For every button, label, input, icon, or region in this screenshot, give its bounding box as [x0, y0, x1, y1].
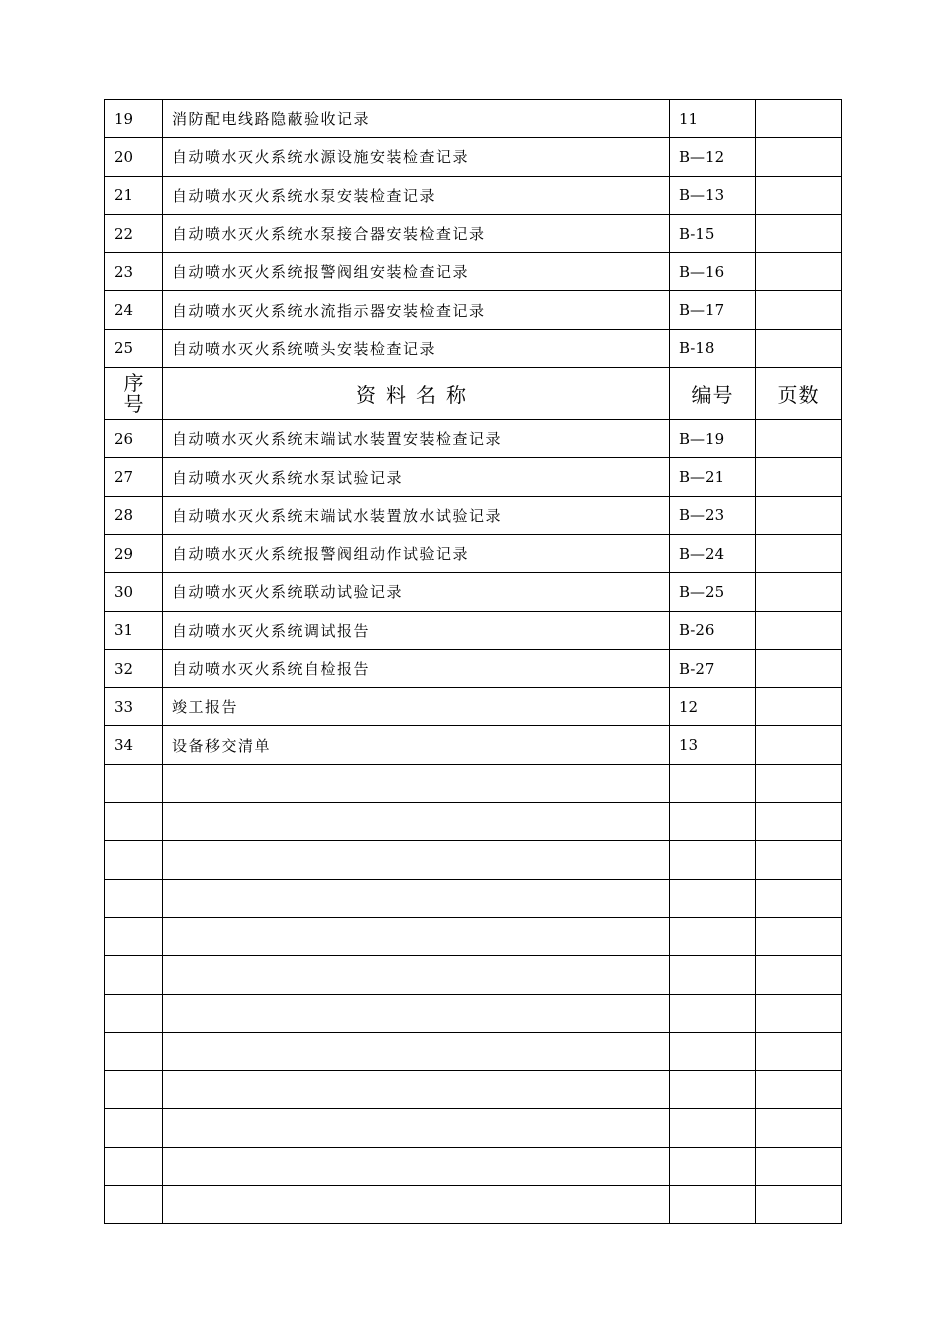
- seq-cell: 33: [105, 688, 163, 726]
- code-cell: B—19: [670, 420, 756, 458]
- table-row: [105, 253, 842, 291]
- table-body: [105, 100, 842, 1224]
- table-row: [105, 496, 842, 534]
- seq-cell: 20: [105, 138, 163, 176]
- seq-cell: [105, 956, 163, 994]
- seq-cell: [105, 1071, 163, 1109]
- pages-cell: [756, 994, 842, 1032]
- pages-cell: [756, 1147, 842, 1185]
- name-cell: 自动喷水灭火系统报警阀组动作试验记录: [163, 534, 670, 572]
- seq-cell: [105, 764, 163, 802]
- pages-cell: [756, 611, 842, 649]
- pages-cell: [756, 956, 842, 994]
- name-cell: 自动喷水灭火系统水流指示器安装检查记录: [163, 291, 670, 329]
- table-row: [105, 100, 842, 138]
- table-row: [105, 764, 842, 802]
- code-cell: B—16: [670, 253, 756, 291]
- pages-cell: [756, 214, 842, 252]
- pages-cell: [756, 764, 842, 802]
- code-cell: B-26: [670, 611, 756, 649]
- seq-cell: 30: [105, 573, 163, 611]
- name-cell: 自动喷水灭火系统水源设施安装检查记录: [163, 138, 670, 176]
- seq-cell: [105, 1032, 163, 1070]
- name-cell: [163, 879, 670, 917]
- name-cell: 消防配电线路隐蔽验收记录: [163, 100, 670, 138]
- name-cell: 自动喷水灭火系统末端试水装置安装检查记录: [163, 420, 670, 458]
- table-row: [105, 649, 842, 687]
- header-pages: 页数: [756, 368, 842, 420]
- code-cell: [670, 917, 756, 955]
- pages-cell: [756, 420, 842, 458]
- seq-cell: 27: [105, 458, 163, 496]
- name-cell: 自动喷水灭火系统水泵试验记录: [163, 458, 670, 496]
- pages-cell: [756, 688, 842, 726]
- table-row: [105, 420, 842, 458]
- name-cell: [163, 764, 670, 802]
- table-row: [105, 458, 842, 496]
- seq-cell: 19: [105, 100, 163, 138]
- seq-cell: [105, 1186, 163, 1224]
- seq-cell: [105, 917, 163, 955]
- pages-cell: [756, 253, 842, 291]
- name-cell: [163, 1147, 670, 1185]
- header-seq-line1: 序: [123, 370, 144, 395]
- seq-cell: 32: [105, 649, 163, 687]
- table-row: [105, 1186, 842, 1224]
- code-cell: [670, 1147, 756, 1185]
- table-row: [105, 176, 842, 214]
- code-cell: [670, 879, 756, 917]
- seq-cell: 26: [105, 420, 163, 458]
- table-header-row: [105, 368, 842, 420]
- seq-cell: [105, 841, 163, 879]
- table-row: [105, 879, 842, 917]
- name-cell: [163, 1071, 670, 1109]
- name-cell: 竣工报告: [163, 688, 670, 726]
- code-cell: B—23: [670, 496, 756, 534]
- table-row: [105, 917, 842, 955]
- name-cell: 自动喷水灭火系统联动试验记录: [163, 573, 670, 611]
- pages-cell: [756, 1032, 842, 1070]
- pages-cell: [756, 496, 842, 534]
- table-row: [105, 1109, 842, 1147]
- code-cell: 11: [670, 100, 756, 138]
- table-row: [105, 803, 842, 841]
- header-seq: [105, 368, 163, 420]
- table-row: [105, 726, 842, 764]
- pages-cell: [756, 1186, 842, 1224]
- name-cell: 自动喷水灭火系统水泵安装检查记录: [163, 176, 670, 214]
- name-cell: [163, 1109, 670, 1147]
- table-row: [105, 1032, 842, 1070]
- code-cell: [670, 994, 756, 1032]
- name-cell: [163, 841, 670, 879]
- seq-cell: 25: [105, 329, 163, 367]
- pages-cell: [756, 573, 842, 611]
- code-cell: [670, 1186, 756, 1224]
- code-cell: B—12: [670, 138, 756, 176]
- code-cell: B—25: [670, 573, 756, 611]
- table-row: [105, 1071, 842, 1109]
- code-cell: B-27: [670, 649, 756, 687]
- seq-cell: 23: [105, 253, 163, 291]
- seq-cell: 28: [105, 496, 163, 534]
- name-cell: [163, 1186, 670, 1224]
- name-cell: 自动喷水灭火系统自检报告: [163, 649, 670, 687]
- name-cell: [163, 1032, 670, 1070]
- name-cell: 设备移交清单: [163, 726, 670, 764]
- name-cell: 自动喷水灭火系统喷头安装检查记录: [163, 329, 670, 367]
- table-row: [105, 573, 842, 611]
- pages-cell: [756, 138, 842, 176]
- code-cell: B—13: [670, 176, 756, 214]
- pages-cell: [756, 100, 842, 138]
- table-row: [105, 956, 842, 994]
- name-cell: [163, 994, 670, 1032]
- seq-cell: [105, 994, 163, 1032]
- document-index-table: [104, 99, 842, 1224]
- name-cell: [163, 917, 670, 955]
- header-code: 编号: [670, 368, 756, 420]
- pages-cell: [756, 291, 842, 329]
- pages-cell: [756, 1109, 842, 1147]
- name-cell: 自动喷水灭火系统水泵接合器安装检查记录: [163, 214, 670, 252]
- seq-cell: 24: [105, 291, 163, 329]
- code-cell: 13: [670, 726, 756, 764]
- code-cell: B-15: [670, 214, 756, 252]
- table-row: [105, 688, 842, 726]
- name-cell: 自动喷水灭火系统调试报告: [163, 611, 670, 649]
- seq-cell: [105, 879, 163, 917]
- table-row: [105, 1147, 842, 1185]
- code-cell: B-18: [670, 329, 756, 367]
- table-row: [105, 994, 842, 1032]
- header-name: 资料名称: [163, 368, 670, 420]
- name-cell: 自动喷水灭火系统报警阀组安装检查记录: [163, 253, 670, 291]
- table-row: [105, 841, 842, 879]
- pages-cell: [756, 534, 842, 572]
- seq-cell: 31: [105, 611, 163, 649]
- pages-cell: [756, 649, 842, 687]
- table-row: [105, 329, 842, 367]
- table-row: [105, 534, 842, 572]
- header-seq-line2: 号: [123, 391, 144, 416]
- pages-cell: [756, 726, 842, 764]
- pages-cell: [756, 841, 842, 879]
- code-cell: [670, 764, 756, 802]
- code-cell: [670, 1071, 756, 1109]
- code-cell: [670, 803, 756, 841]
- table-row: [105, 291, 842, 329]
- code-cell: B—24: [670, 534, 756, 572]
- name-cell: [163, 956, 670, 994]
- code-cell: [670, 1032, 756, 1070]
- table-row: [105, 138, 842, 176]
- seq-cell: [105, 1109, 163, 1147]
- seq-cell: 21: [105, 176, 163, 214]
- pages-cell: [756, 917, 842, 955]
- seq-cell: 29: [105, 534, 163, 572]
- code-cell: B—17: [670, 291, 756, 329]
- table-row: [105, 214, 842, 252]
- code-cell: [670, 1109, 756, 1147]
- name-cell: [163, 803, 670, 841]
- seq-cell: [105, 803, 163, 841]
- seq-cell: [105, 1147, 163, 1185]
- code-cell: [670, 841, 756, 879]
- code-cell: B—21: [670, 458, 756, 496]
- pages-cell: [756, 803, 842, 841]
- pages-cell: [756, 458, 842, 496]
- table-row: [105, 611, 842, 649]
- pages-cell: [756, 879, 842, 917]
- pages-cell: [756, 329, 842, 367]
- seq-cell: 34: [105, 726, 163, 764]
- pages-cell: [756, 1071, 842, 1109]
- code-cell: 12: [670, 688, 756, 726]
- pages-cell: [756, 176, 842, 214]
- seq-cell: 22: [105, 214, 163, 252]
- name-cell: 自动喷水灭火系统末端试水装置放水试验记录: [163, 496, 670, 534]
- code-cell: [670, 956, 756, 994]
